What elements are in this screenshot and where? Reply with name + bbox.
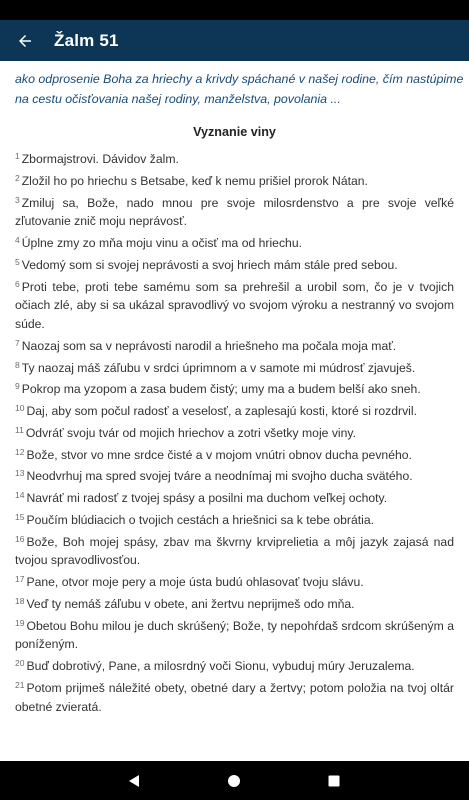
verse — [15, 508, 454, 530]
verse-text: Zbormajstrovi. Dávidov žalm. — [21, 152, 179, 166]
verse-list — [15, 147, 454, 716]
verse-text: Zložil ho po hriechu s Betsabe, keď k nemu prišiel prorok Nátan. — [21, 173, 368, 188]
verse — [15, 275, 454, 334]
verse-text: Úplne zmy zo mňa moju vinu a očisť ma od hriechu. — [21, 236, 302, 250]
verse-number: 1 — [15, 151, 20, 161]
back-button[interactable] — [6, 20, 44, 61]
verse-number: 20 — [15, 658, 25, 668]
status-bar — [0, 0, 469, 20]
navigation-bar — [0, 761, 469, 800]
verse-number: 21 — [15, 679, 25, 690]
nav-home-button[interactable] — [214, 761, 254, 800]
verse-text: Obetou Bohu milou je duch skrúšený; Bože, ty nepohŕdaš srdcom skrúšeným a poníženým. — [15, 618, 454, 652]
verse — [15, 614, 454, 655]
verse — [15, 253, 454, 275]
verse-number: 19 — [15, 617, 25, 628]
triangle-back-icon — [127, 774, 141, 788]
verse-number: 14 — [15, 490, 25, 500]
verse — [15, 334, 454, 356]
verse — [15, 443, 454, 465]
section-heading: Vyznanie viny — [193, 125, 276, 139]
verse — [15, 191, 454, 232]
verse-text: Ty naozaj máš záľubu v srdci úprimnom a v samote mi múdrosť zjavuješ. — [21, 360, 416, 375]
verse-number: 10 — [15, 403, 25, 413]
verse-number: 15 — [15, 511, 25, 522]
verse — [15, 377, 454, 399]
nav-back-button[interactable] — [114, 761, 154, 800]
verse-number: 17 — [15, 574, 25, 584]
verse-text: Bože, Boh mojej spásy, zbav ma škvrny krviprelietia a môj jazyk zajasá nad tvojou spravodlivosťou. — [15, 534, 454, 568]
verse-text: Buď dobrotivý, Pane, a milosrdný voči Sionu, vybuduj múry Jeruzalema. — [26, 659, 415, 673]
verse-number: 13 — [15, 468, 25, 479]
verse-number: 11 — [15, 424, 24, 435]
verse-text: Zmiluj sa, Bože, nado mnou pre svoje milosrdenstvo a pre svoje veľké zľutovanie znič moju neprávosť. — [15, 195, 454, 229]
verse-text: Odvráť svoju tvár od mojich hriechov a zotri všetky moje viny. — [25, 425, 356, 440]
verse-number: 6 — [15, 278, 20, 289]
verse-number: 18 — [15, 595, 25, 606]
verse — [15, 231, 454, 253]
square-recents-icon — [328, 775, 340, 787]
verse — [15, 356, 454, 378]
circle-home-icon — [227, 774, 241, 788]
verse — [15, 147, 454, 169]
verse-text: Neodvrhuj ma spred svojej tváre a neodnímaj mi svojho ducha svätého. — [26, 469, 413, 484]
verse — [15, 592, 454, 614]
verse-number: 3 — [15, 194, 20, 205]
verse-text: Pokrop ma yzopom a zasa budem čistý; umy ma a budem belší ako sneh. — [21, 382, 421, 397]
verse — [15, 421, 454, 443]
verse-number: 12 — [15, 446, 25, 457]
verse — [15, 486, 454, 508]
verse-text: Navráť mi radosť z tvojej spásy a posilni ma duchom veľkej ochoty. — [26, 491, 388, 505]
verse — [15, 464, 454, 486]
verse-text: Bože, stvor vo mne srdce čisté a v mojom vnútri obnov ducha pevného. — [26, 447, 412, 462]
verse-text: Proti tebe, proti tebe samému som sa prehrešil a urobil som, čo je v tvojich očiach zlé, aby si sa ukázal spravodlivý vo svojom výroku a nestranný vo svojom súde. — [15, 279, 454, 331]
verse-number: 8 — [15, 359, 20, 370]
verse-number: 2 — [15, 172, 20, 183]
intro-line: ako odprosenie Boha za hriechy a krivdy spáchané v našej rodine, čím nastúpime — [15, 72, 464, 86]
verse-text: Vedomý som si svojej neprávosti a svoj hriech mám stále pred sebou. — [21, 257, 398, 272]
verse — [15, 530, 454, 571]
nav-recents-button[interactable] — [314, 761, 354, 800]
verse-number: 16 — [15, 533, 25, 544]
page-title: Žalm 51 — [54, 30, 119, 50]
verse-number: 4 — [15, 235, 20, 245]
arrow-left-icon — [16, 32, 34, 50]
verse-text: Naozaj som sa v neprávosti narodil a hriešneho ma počala moja mať. — [21, 338, 397, 353]
verse — [15, 169, 454, 191]
verse-number: 7 — [15, 337, 20, 348]
verse-text: Daj, aby som počul radosť a veselosť, a zaplesajú kosti, ktoré si rozdrvil. — [26, 404, 417, 418]
verse-text: Veď ty nemáš záľubu v obete, ani žertvu neprijmeš odo mňa. — [26, 596, 355, 611]
intro-text — [15, 69, 464, 109]
intro-line: na cestu očisťovania našej rodiny, manželstva, povolania ... — [15, 92, 341, 106]
psalm-content[interactable] — [0, 61, 469, 761]
verse — [15, 570, 454, 592]
verse-text: Pane, otvor moje pery a moje ústa budú ohlasovať tvoju slávu. — [26, 575, 364, 589]
verse — [15, 399, 454, 421]
verse — [15, 676, 454, 717]
verse-text: Poučím blúdiacich o tvojich cestách a hriešnici sa k tebe obrátia. — [26, 512, 374, 527]
verse-number: 5 — [15, 256, 20, 267]
verse — [15, 654, 454, 676]
verse-number: 9 — [15, 381, 20, 392]
app-bar — [0, 20, 469, 61]
verse-text: Potom prijmeš náležité obety, obetné dary a žertvy; potom položia na tvoj oltár obetné zvieratá. — [15, 680, 454, 714]
